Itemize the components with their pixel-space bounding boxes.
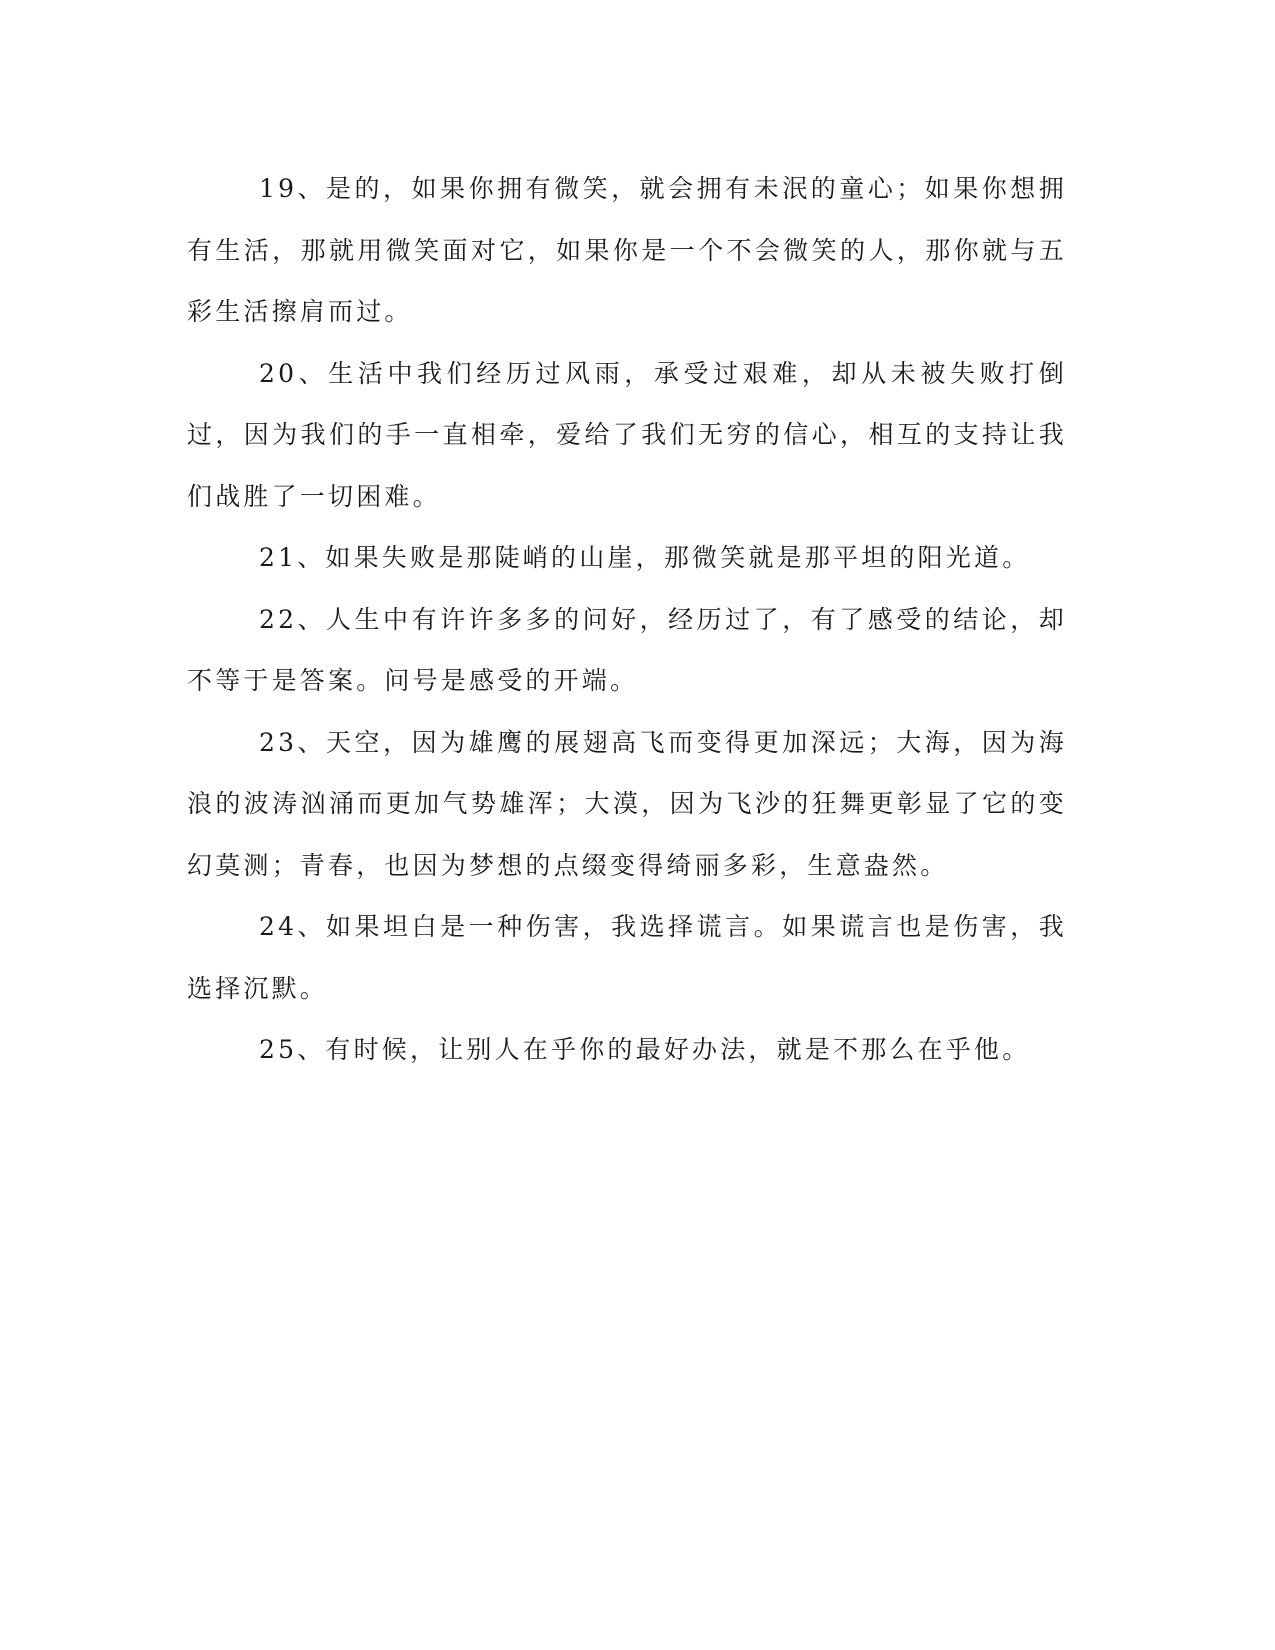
paragraph-23: 23、天空，因为雄鹰的展翅高飞而变得更加深远；大海，因为海浪的波涛汹涌而更加气势雄浑；大漠，因为飞沙的狂舞更彰显了它的变幻莫测；青春，也因为梦想的点缀变得绮丽多彩，生意盎然。 bbox=[187, 727, 1067, 880]
paragraph-24: 24、如果坦白是一种伤害，我选择谎言。如果谎言也是伤害，我选择沉默。 bbox=[187, 912, 1067, 1003]
paragraph-25: 25、有时候，让别人在乎你的最好办法，就是不那么在乎他。 bbox=[259, 1035, 1031, 1064]
document-body bbox=[187, 158, 1067, 1081]
paragraph-21: 21、如果失败是那陡峭的山崖，那微笑就是那平坦的阳光道。 bbox=[259, 543, 1031, 572]
paragraph-22: 22、人生中有许许多多的问好，经历过了，有了感受的结论，却不等于是答案。问号是感受的开端。 bbox=[187, 604, 1067, 695]
paragraph-19: 19、是的，如果你拥有微笑，就会拥有未泯的童心；如果你想拥有生活，那就用微笑面对它，如果你是一个不会微笑的人，那你就与五彩生活擦肩而过。 bbox=[187, 174, 1067, 326]
paragraph-20: 20、生活中我们经历过风雨，承受过艰难，却从未被失败打倒过，因为我们的手一直相牵，爱给了我们无穷的信心，相互的支持让我们战胜了一切困难。 bbox=[187, 358, 1067, 511]
